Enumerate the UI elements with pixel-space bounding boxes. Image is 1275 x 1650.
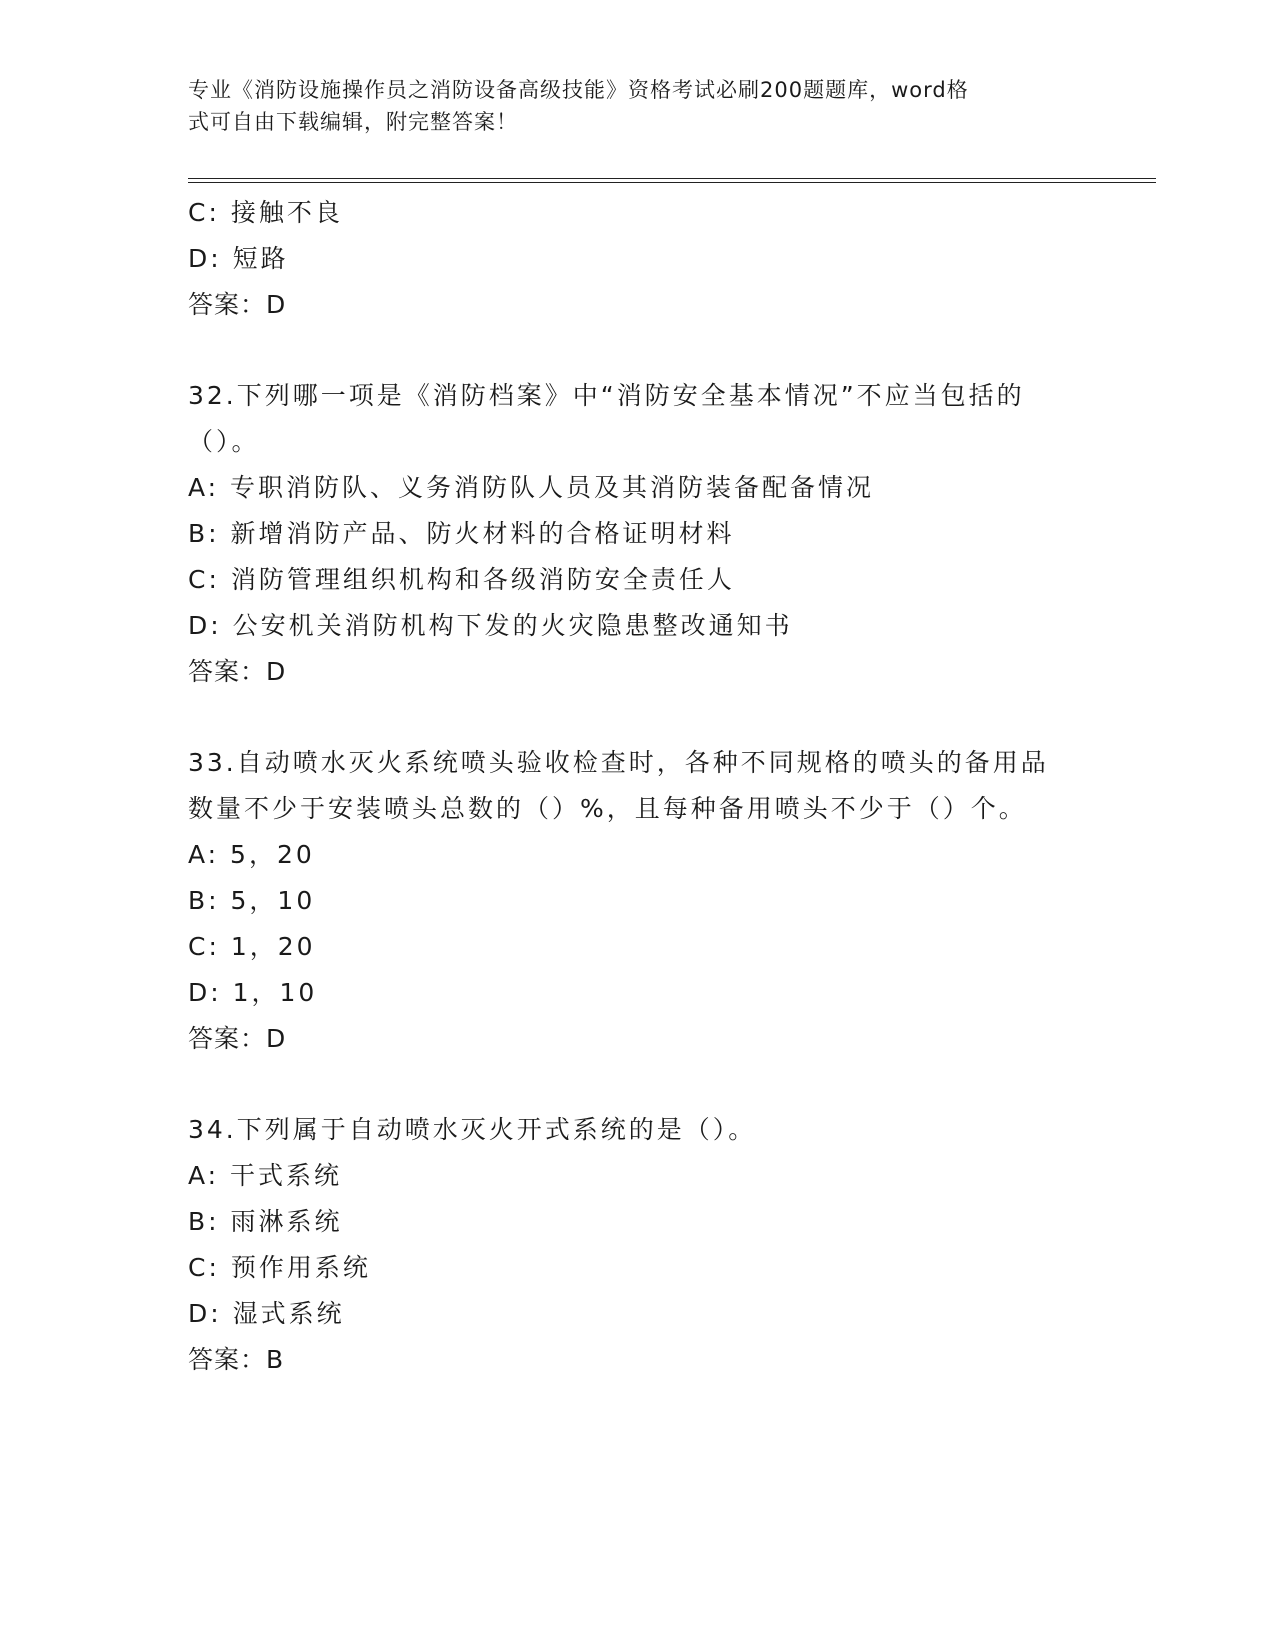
spacer [188,695,1108,740]
option-d: D: 短路 [188,244,289,273]
option-b: B: 雨淋系统 [188,1207,343,1236]
answer: 答案：D [188,657,287,686]
option-d: D: 1，10 [188,978,318,1007]
spacer [188,1062,1108,1107]
option-c: C: 预作用系统 [188,1253,371,1282]
option-a: A: 专职消防队、义务消防队人员及其消防装备配备情况 [188,473,875,502]
question-text-line: （）。 [188,427,260,456]
answer: 答案：D [188,1024,287,1053]
question-32 [188,373,1108,695]
question-33 [188,740,1108,1062]
question-text-line: 34.下列属于自动喷水灭火开式系统的是（）。 [188,1115,757,1144]
option-d: D: 湿式系统 [188,1299,345,1328]
header-line-1: 专业《消防设施操作员之消防设备高级技能》资格考试必刷200题题库，word格 [188,78,969,102]
option-b: B: 5，10 [188,886,316,915]
header-line-2: 式可自由下载编辑，附完整答案！ [188,110,518,134]
header-divider-bottom [188,182,1156,183]
option-a: A: 5，20 [188,840,315,869]
spacer [188,328,1108,373]
header-divider-top [188,178,1156,179]
question-34 [188,1107,1108,1383]
question-31-continuation [188,190,1108,328]
option-a: A: 干式系统 [188,1161,343,1190]
option-d: D: 公安机关消防机构下发的火灾隐患整改通知书 [188,611,793,640]
option-c: C: 1，20 [188,932,316,961]
answer: 答案：B [188,1345,285,1374]
answer: 答案：D [188,290,287,319]
question-text-line: 33.自动喷水灭火系统喷头验收检查时，各种不同规格的喷头的备用品 [188,748,1049,777]
option-c: C: 接触不良 [188,198,343,227]
question-text-line: 数量不少于安装喷头总数的（）%，且每种备用喷头不少于（）个。 [188,794,1027,823]
option-b: B: 新增消防产品、防火材料的合格证明材料 [188,519,735,548]
question-text-line: 32.下列哪一项是《消防档案》中“消防安全基本情况”不应当包括的 [188,381,1025,410]
option-c: C: 消防管理组织机构和各级消防安全责任人 [188,565,735,594]
document-header [188,74,1078,138]
question-list [188,190,1108,1383]
